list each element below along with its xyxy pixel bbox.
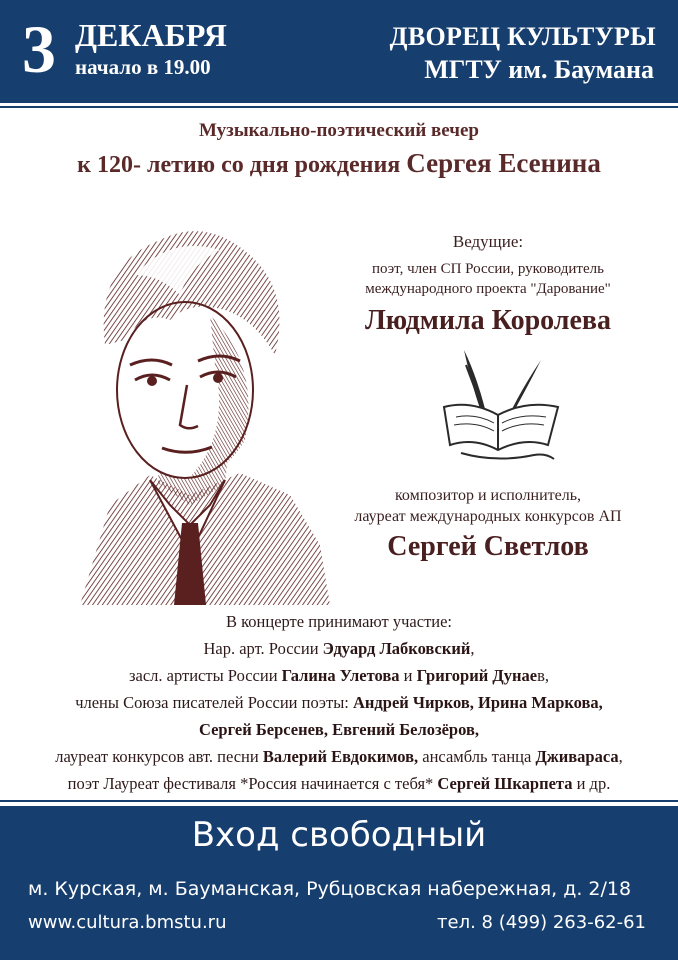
participants-line xyxy=(0,635,678,662)
participant-name: Валерий Евдокимов, xyxy=(262,747,419,766)
event-occasion-name: Сергея Есенина xyxy=(406,148,601,178)
participant-name: Эдуард Лабковский xyxy=(322,639,471,658)
hosts-label: Ведущие: xyxy=(452,232,524,251)
phone-number[interactable]: тел. 8 (499) 263-62-61 xyxy=(437,912,646,933)
venue-subtitle: МГТУ им. Баумана xyxy=(424,55,654,84)
participant-punct: и др. xyxy=(572,774,611,793)
participants-line xyxy=(0,770,678,797)
participant-punct: в, xyxy=(537,666,549,685)
participant-role: засл. артисты России xyxy=(129,666,282,685)
participant-name: Сергей Берсенев, Евгений Белозёров, xyxy=(198,720,479,739)
composer-description xyxy=(330,485,646,527)
venue-address: м. Курская, м. Бауманская, Рубцовская набережная, д. 2/18 xyxy=(28,878,632,900)
participant-role: ансамбль танца xyxy=(418,747,536,766)
participants-line xyxy=(0,716,678,743)
composer-name: Сергей Светлов xyxy=(387,531,589,562)
event-occasion xyxy=(0,148,678,179)
participant-role: поэт Лауреат фестиваля *Россия начинается с тебя* xyxy=(67,774,438,793)
participant-name: Галина Улетова xyxy=(281,666,400,685)
participant-name: Сергей Шкарпета xyxy=(437,774,573,793)
host-name: Людмила Королева xyxy=(364,305,612,336)
event-start-time: начало в 19.00 xyxy=(75,55,211,79)
participants-line xyxy=(0,689,678,716)
participants-block xyxy=(0,608,678,797)
footer-divider-line xyxy=(0,800,678,802)
participants-heading: В концерте принимают участие: xyxy=(225,612,453,631)
venue-title: ДВОРЕЦ КУЛЬТУРЫ xyxy=(389,22,656,51)
participant-punct: , xyxy=(470,639,475,658)
participant-role: члены Союза писателей России поэты: xyxy=(75,693,353,712)
event-occasion-prefix: к 120- летию со дня рождения xyxy=(77,152,407,178)
event-type: Музыкально-поэтический вечер xyxy=(199,120,479,141)
composer-description-line: лауреат международных конкурсов АП xyxy=(354,508,622,525)
participants-line xyxy=(0,743,678,770)
header-divider-line xyxy=(0,106,678,108)
quill-book-icon xyxy=(436,345,566,470)
participants-line xyxy=(0,662,678,689)
host-description-line: поэт, член СП России, руководитель xyxy=(372,261,604,277)
participant-punct: , xyxy=(618,747,623,766)
host-description xyxy=(330,259,646,299)
portrait-illustration xyxy=(40,205,340,605)
participant-name: Григорий Дунае xyxy=(416,666,538,685)
host-description-line: международного проекта "Дарование" xyxy=(365,281,611,297)
entry-notice: Вход свободный xyxy=(191,815,487,855)
event-month: ДЕКАБРЯ xyxy=(75,17,227,53)
participant-role: Нар. арт. России xyxy=(203,639,323,658)
composer-description-line: композитор и исполнитель, xyxy=(394,487,582,504)
participant-role: лауреат конкурсов авт. песни xyxy=(55,747,263,766)
event-day: 3 xyxy=(22,11,56,87)
participant-conj: и xyxy=(399,666,417,685)
participant-name: Андрей Чирков, Ирина Маркова, xyxy=(353,693,603,712)
participant-name: Дживараса xyxy=(535,747,619,766)
website-link[interactable]: www.cultura.bmstu.ru xyxy=(28,912,227,933)
